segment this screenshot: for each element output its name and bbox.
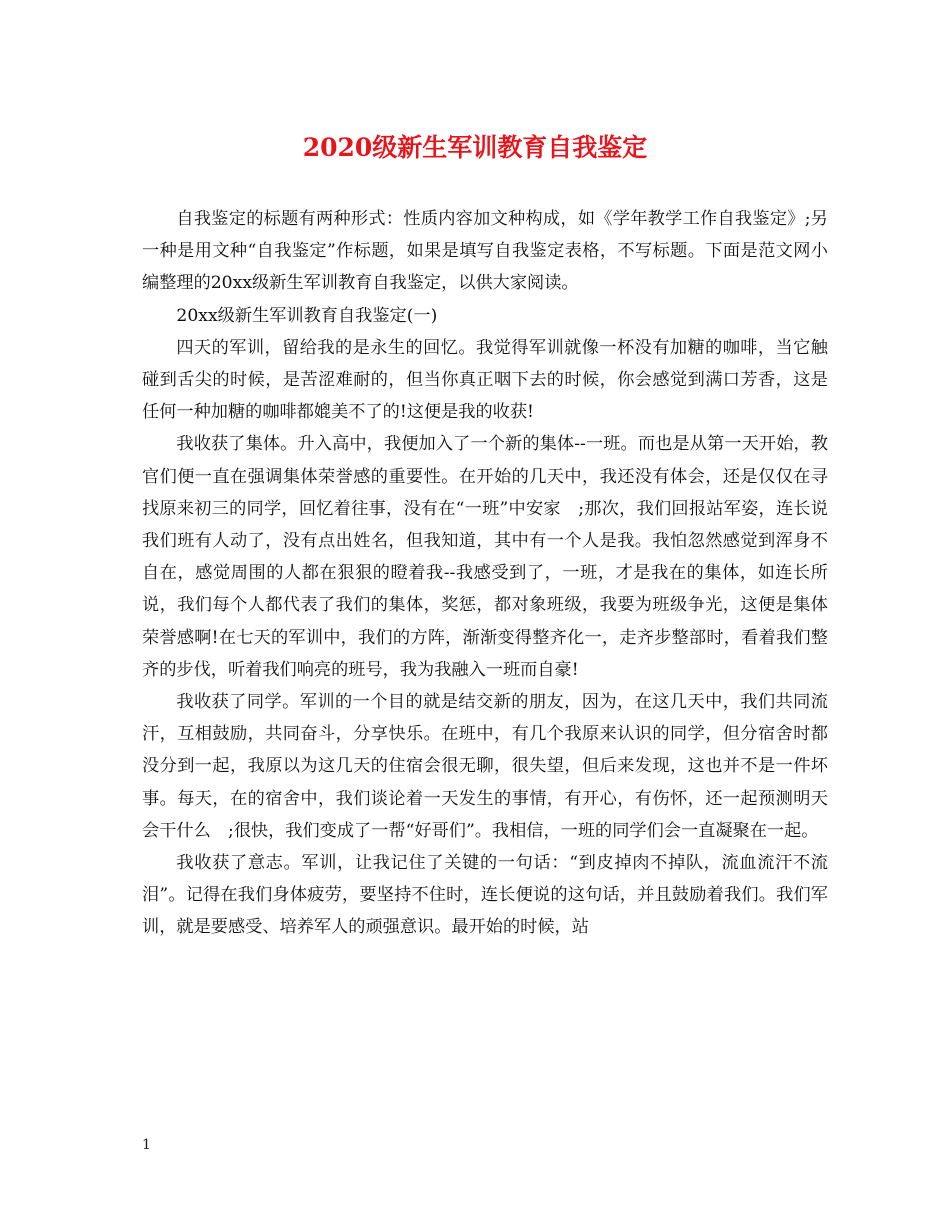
- paragraph-1: 四天的军训，留给我的是永生的回忆。我觉得军训就像一杯没有加糖的咖啡，当它触碰到舌尖的时候，是苦涩难耐的，但当你真正咽下去的时候，你会感觉到满口芳香，这是任何一种加糖的咖啡都媲美不了的!这便是我的收获!: [142, 337, 828, 423]
- document-title: 2020级新生军训教育自我鉴定: [302, 133, 648, 162]
- paragraph-2: 我收获了集体。升入高中，我便加入了一个新的集体--一班。而也是从第一天开始，教官们便一直在强调集体荣誉感的重要性。在开始的几天中，我还没有体会，还是仅仅在寻找原来初三的同学，回忆着往事，没有在“一班”中安家 ;那次，我们回报站军姿，连长说我们班有人动了，没有点出姓名，但我知道，其中有一个人是我。我怕忽然感觉到浑身不自在，感觉周围的人都在狠狠的瞪着我--我感受到了，一班，才是我在的集体，如连长所说，我们每个人都代表了我们的集体，奖惩，都对象班级，我要为班级争光，这便是集体荣誉感啊!在七天的军训中，我们的方阵，渐渐变得整齐化一，走齐步整部时，看着我们整齐的步伐，听着我们响亮的班号，我为我融入一班而自豪!: [142, 434, 828, 680]
- page-number: 1: [142, 1137, 151, 1153]
- paragraph-4: 我收获了意志。军训，让我记住了关键的一句话：“到皮掉肉不掉队，流血流汗不流泪”。记得在我们身体疲劳，要坚持不住时，连长便说的这句话，并且鼓励着我们。我们军训，就是要感受、培养军人的顽强意识。最开始的时候，站: [142, 853, 828, 938]
- paragraph-intro: 自我鉴定的标题有两种形式：性质内容加文种构成，如《学年教学工作自我鉴定》;另一种是用文种“自我鉴定”作标题，如果是填写自我鉴定表格，不写标题。下面是范文网小编整理的20xx级新生军训教育自我鉴定，以供大家阅读。: [142, 209, 828, 294]
- paragraph-section-heading: 20xx级新生军训教育自我鉴定(一): [176, 305, 438, 326]
- document-body: [142, 203, 828, 944]
- paragraph-3: 我收获了同学。军训的一个目的就是结交新的朋友，因为，在这几天中，我们共同流汗，互相鼓励，共同奋斗，分享快乐。在班中，有几个我原来认识的同学，但分宿舍时都没分到一起，我原以为这几天的住宿会很无聊，很失望，但后来发现，这也并不是一件坏事。每天，在的宿舍中，我们谈论着一天发生的事情，有开心，有伤怀，还一起预测明天会干什么 ;很快，我们变成了一帮“好哥们”。我相信，一班的同学们会一直凝聚在一起。: [142, 692, 828, 841]
